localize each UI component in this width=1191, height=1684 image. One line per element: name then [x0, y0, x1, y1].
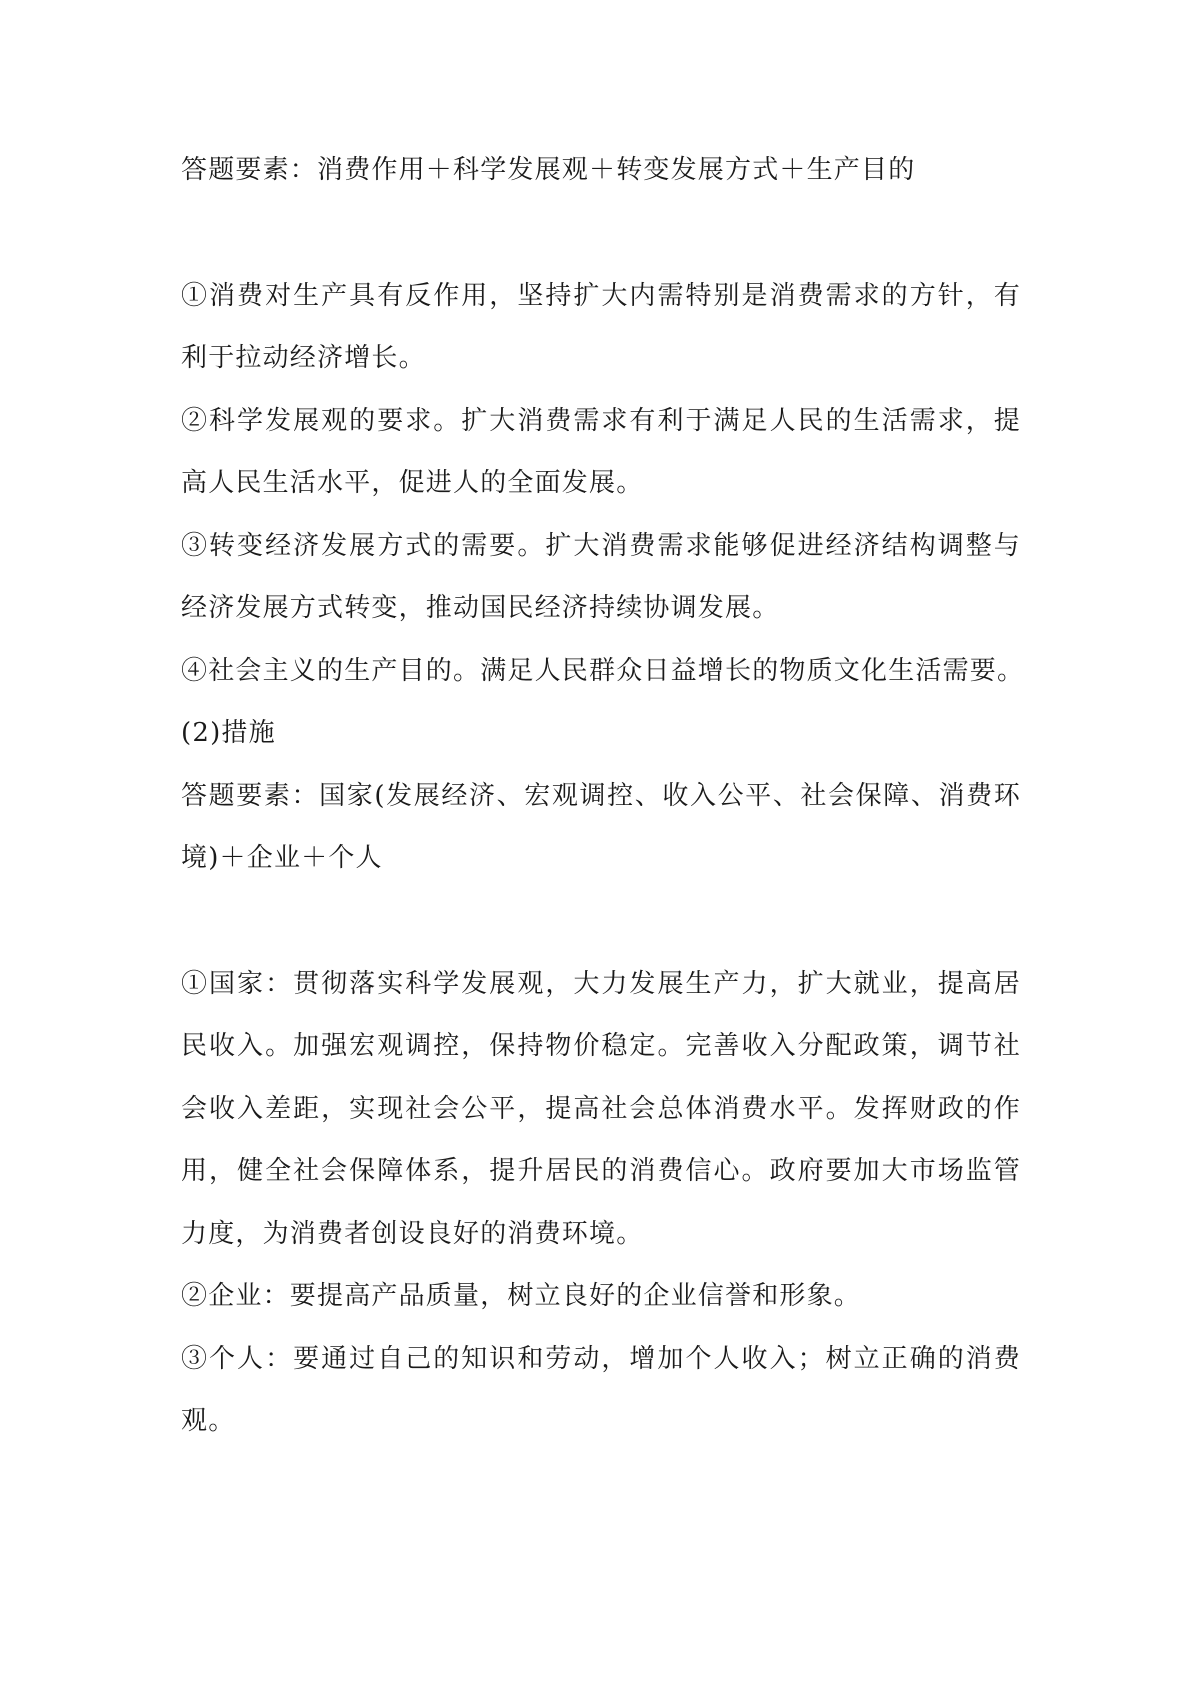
point-2-line-2: 高人民生活水平，促进人的全面发展。: [181, 468, 644, 498]
point-4-line-1: ④社会主义的生产目的。满足人民群众日益增长的物质文化生活需要。: [181, 656, 1025, 686]
individual-measure-line-1: ③个人：要通过自己的知识和劳动，增加个人收入；树立正确的消费: [181, 1344, 1021, 1374]
state-measure-line-5: 力度，为消费者创设良好的消费环境。: [181, 1219, 644, 1249]
point-2-line-1: ②科学发展观的要求。扩大消费需求有利于满足人民的生活需求，提: [181, 406, 1021, 436]
point-1-line-1: ①消费对生产具有反作用，坚持扩大内需特别是消费需求的方针，有: [181, 281, 1021, 311]
state-measure-line-4: 用，健全社会保障体系，提升居民的消费信心。政府要加大市场监管: [181, 1156, 1021, 1186]
state-measure-line-3: 会收入差距，实现社会公平，提高社会总体消费水平。发挥财政的作: [181, 1094, 1021, 1124]
point-3-line-1: ③转变经济发展方式的需要。扩大消费需求能够促进经济结构调整与: [181, 531, 1021, 561]
state-measure-line-2: 民收入。加强宏观调控，保持物价稳定。完善收入分配政策，调节社: [181, 1031, 1021, 1061]
individual-measure-line-2: 观。: [181, 1406, 236, 1436]
answer-elements-consumption: 答题要素：消费作用＋科学发展观＋转变发展方式＋生产目的: [181, 155, 916, 185]
state-measure-line-1: ①国家：贯彻落实科学发展观，大力发展生产力，扩大就业，提高居: [181, 969, 1021, 999]
enterprise-measure-line: ②企业：要提高产品质量，树立良好的企业信誉和形象。: [181, 1281, 862, 1311]
section-heading-measures: (2)措施: [181, 718, 276, 748]
answer-elements-measures-line-1: 答题要素：国家(发展经济、宏观调控、收入公平、社会保障、消费环: [181, 781, 1021, 811]
point-1-line-2: 利于拉动经济增长。: [181, 343, 426, 373]
point-3-line-2: 经济发展方式转变，推动国民经济持续协调发展。: [181, 593, 780, 623]
answer-elements-measures-line-2: 境)＋企业＋个人: [181, 843, 383, 873]
